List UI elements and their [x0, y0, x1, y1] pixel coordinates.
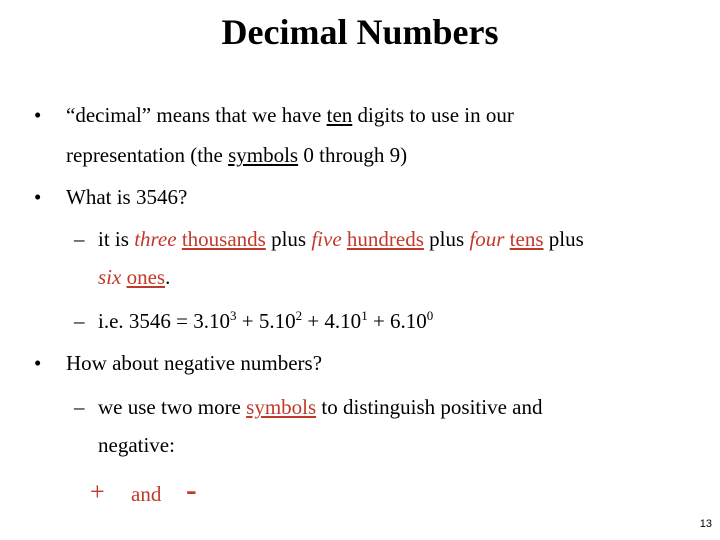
bullet-3-text: How about negative numbers?: [66, 351, 323, 375]
sub-bullet-2-1-marker: –: [74, 227, 85, 251]
bullet-1-text-b: digits to use in our: [352, 103, 514, 127]
sub-text-plus-2: plus: [423, 227, 470, 251]
bullet-1-text-d: 0 through 9): [298, 143, 408, 167]
sub-bullet-2-1-line-1: [98, 226, 584, 252]
eq-part-c: + 4.10: [302, 309, 362, 333]
word-symbols: symbols: [246, 395, 317, 419]
bullet-2-marker: •: [34, 185, 42, 209]
bullet-3-marker: •: [34, 351, 42, 375]
sub-text-plus-1: plus: [265, 227, 312, 251]
sub-bullet-2-2-equation: [98, 308, 433, 337]
word-four: four: [469, 227, 505, 251]
bullet-1-line-1: [66, 102, 514, 128]
bullet-2-text: What is 3546?: [66, 185, 188, 209]
minus-symbol: -: [186, 471, 197, 507]
eq-exp-2: 2: [295, 308, 303, 323]
bullet-1-line-2: [66, 142, 407, 168]
word-thousands: thousands: [181, 227, 266, 251]
word-hundreds: hundreds: [346, 227, 424, 251]
sub-text-plus-3: plus: [543, 227, 584, 251]
eq-exp-1: 3: [230, 308, 237, 323]
eq-exp-4: 0: [426, 308, 434, 323]
sub-bullet-3-1-marker: –: [74, 395, 85, 419]
symbols-underlined: symbols: [228, 143, 299, 167]
bullet-1-text-a: “decimal” means that we have: [66, 103, 327, 127]
word-ones: ones: [126, 265, 166, 289]
and-word: and: [131, 482, 162, 506]
eq-part-d: + 6.10: [367, 309, 427, 333]
sub-bullet-3-1-line-2: negative:: [98, 433, 175, 457]
sub-bullet-2-2-marker: –: [74, 309, 85, 333]
slide-title: Decimal Numbers: [221, 12, 499, 52]
eq-exp-3: 1: [361, 308, 368, 323]
sub-bullet-3-1-line-1: [98, 394, 543, 420]
plus-symbol: +: [90, 477, 105, 506]
sub-text-itis: it is: [98, 227, 135, 251]
ten-underlined: ten: [326, 103, 353, 127]
word-three: three: [134, 227, 177, 251]
bullet-1-text-c: representation (the: [66, 143, 229, 167]
bullet-1-marker: •: [34, 103, 42, 127]
word-tens: tens: [509, 227, 544, 251]
word-five: five: [311, 227, 342, 251]
eq-part-b: + 5.10: [236, 309, 296, 333]
sub-text-period: .: [165, 265, 171, 289]
eq-part-a: i.e. 3546 = 3.10: [98, 309, 230, 333]
sub3-text-b: to distinguish positive and: [316, 395, 543, 419]
sub3-text-a: we use two more: [98, 395, 247, 419]
page-number: 13: [699, 518, 712, 530]
sub-bullet-2-1-line-2: [98, 264, 170, 290]
word-six: six: [98, 265, 122, 289]
